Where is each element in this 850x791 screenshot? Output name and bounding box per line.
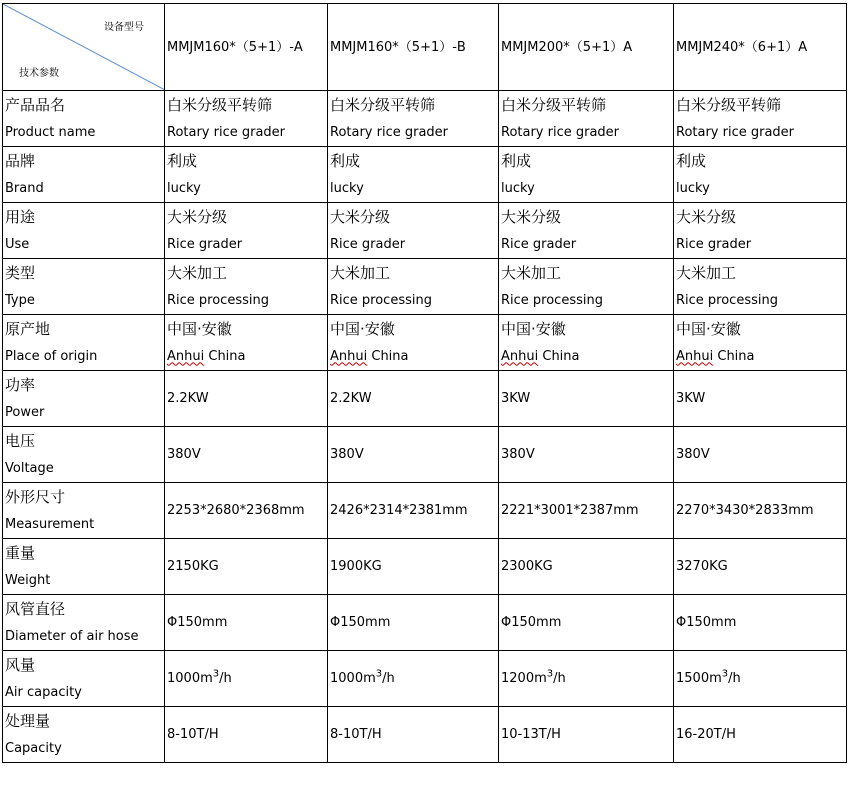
value-en-rest: China bbox=[204, 348, 246, 364]
value-zh: 白米分级平转筛 bbox=[676, 95, 782, 114]
row-label bbox=[3, 147, 165, 203]
value-en: Rice processing bbox=[676, 292, 778, 308]
value-zh: 大米加工 bbox=[330, 263, 391, 282]
label-en: Brand bbox=[5, 180, 44, 196]
label-zh: 处理量 bbox=[5, 711, 51, 730]
row-weight bbox=[3, 539, 847, 595]
value-cell: 10-13T/H bbox=[499, 707, 674, 763]
corner-cell bbox=[3, 4, 165, 91]
row-origin bbox=[3, 315, 847, 371]
value-en-rest: China bbox=[713, 348, 755, 364]
value-cell: 8-10T/H bbox=[328, 707, 499, 763]
value-cell bbox=[328, 203, 499, 259]
row-label bbox=[3, 427, 165, 483]
value-cell: 380V bbox=[674, 427, 847, 483]
label-en: Voltage bbox=[5, 460, 54, 476]
label-zh: 品牌 bbox=[5, 151, 36, 170]
row-product-name bbox=[3, 91, 847, 147]
label-zh: 用途 bbox=[5, 207, 36, 226]
value-cell: Φ150mm bbox=[674, 595, 847, 651]
value-cell: 3KW bbox=[674, 371, 847, 427]
value-cell: 380V bbox=[165, 427, 328, 483]
value-cell: 16-20T/H bbox=[674, 707, 847, 763]
label-en: Weight bbox=[5, 572, 51, 588]
row-label bbox=[3, 595, 165, 651]
value-cell: 2221*3001*2387mm bbox=[499, 483, 674, 539]
corner-label-model: 设备型号 bbox=[104, 22, 144, 33]
spellcheck-word: Anhui bbox=[330, 348, 368, 364]
value-en: Rice grader bbox=[167, 236, 243, 252]
value-zh: 中国·安徽 bbox=[167, 319, 232, 338]
row-measurement bbox=[3, 483, 847, 539]
label-en: Capacity bbox=[5, 740, 62, 756]
value-exponent: 3 bbox=[375, 668, 383, 680]
value-cell bbox=[165, 91, 328, 147]
row-use bbox=[3, 203, 847, 259]
value-zh: 中国·安徽 bbox=[676, 319, 741, 338]
value-cell bbox=[674, 147, 847, 203]
value-cell bbox=[328, 315, 499, 371]
value-cell bbox=[499, 259, 674, 315]
value-cell: Φ150mm bbox=[328, 595, 499, 651]
value-en: Rotary rice grader bbox=[676, 124, 795, 140]
value-en: Rice grader bbox=[330, 236, 406, 252]
value-number: 1000m bbox=[330, 671, 376, 686]
value-zh: 白米分级平转筛 bbox=[167, 95, 273, 114]
value-cell bbox=[499, 91, 674, 147]
label-zh: 重量 bbox=[5, 543, 36, 562]
value-en: Rice processing bbox=[167, 292, 269, 308]
value-zh: 大米分级 bbox=[501, 207, 562, 226]
value-cell bbox=[165, 203, 328, 259]
spellcheck-word: Anhui bbox=[676, 348, 714, 364]
value-en: lucky bbox=[676, 180, 710, 196]
value-cell bbox=[499, 315, 674, 371]
value-en: Rice processing bbox=[501, 292, 603, 308]
value-zh: 白米分级平转筛 bbox=[330, 95, 436, 114]
label-zh: 类型 bbox=[5, 263, 36, 282]
value-number: 1500m bbox=[676, 671, 722, 686]
value-cell: 380V bbox=[499, 427, 674, 483]
value-cell bbox=[165, 147, 328, 203]
value-cell: 2150KG bbox=[165, 539, 328, 595]
value-cell bbox=[674, 259, 847, 315]
corner-label-params: 技术参数 bbox=[19, 68, 59, 79]
value-cell: 2253*2680*2368mm bbox=[165, 483, 328, 539]
value-cell bbox=[499, 651, 674, 707]
value-cell: 2426*2314*2381mm bbox=[328, 483, 499, 539]
value-cell: 3270KG bbox=[674, 539, 847, 595]
row-label bbox=[3, 259, 165, 315]
row-voltage bbox=[3, 427, 847, 483]
value-cell bbox=[328, 147, 499, 203]
value-unit: /h bbox=[553, 671, 566, 686]
value-zh: 中国·安徽 bbox=[330, 319, 395, 338]
label-en: Place of origin bbox=[5, 348, 98, 364]
value-zh: 大米分级 bbox=[330, 207, 391, 226]
value-cell bbox=[674, 91, 847, 147]
value-en bbox=[167, 343, 327, 370]
value-cell bbox=[499, 147, 674, 203]
row-label bbox=[3, 91, 165, 147]
value-zh: 利成 bbox=[330, 151, 361, 170]
value-cell bbox=[328, 259, 499, 315]
value-exponent: 3 bbox=[721, 668, 729, 680]
row-label bbox=[3, 539, 165, 595]
value-cell: 8-10T/H bbox=[165, 707, 328, 763]
value-zh: 中国·安徽 bbox=[501, 319, 566, 338]
value-unit: /h bbox=[728, 671, 741, 686]
value-cell bbox=[328, 651, 499, 707]
value-zh: 利成 bbox=[676, 151, 707, 170]
value-en bbox=[501, 343, 673, 370]
row-label bbox=[3, 371, 165, 427]
value-cell bbox=[674, 203, 847, 259]
value-en: Rotary rice grader bbox=[167, 124, 286, 140]
value-cell: 1900KG bbox=[328, 539, 499, 595]
row-label bbox=[3, 315, 165, 371]
label-zh: 原产地 bbox=[5, 319, 51, 338]
label-zh: 电压 bbox=[5, 431, 36, 450]
label-zh: 功率 bbox=[5, 375, 36, 394]
header-row bbox=[3, 4, 847, 91]
value-cell: 380V bbox=[328, 427, 499, 483]
value-en-rest: China bbox=[538, 348, 580, 364]
row-air-hose bbox=[3, 595, 847, 651]
value-zh: 大米加工 bbox=[167, 263, 228, 282]
value-zh: 大米分级 bbox=[676, 207, 737, 226]
value-number: 1000m bbox=[167, 671, 213, 686]
value-en-rest: China bbox=[367, 348, 409, 364]
row-capacity bbox=[3, 707, 847, 763]
value-cell: 2.2KW bbox=[165, 371, 328, 427]
value-cell bbox=[165, 651, 328, 707]
value-zh: 大米加工 bbox=[676, 263, 737, 282]
value-en: lucky bbox=[167, 180, 201, 196]
row-type bbox=[3, 259, 847, 315]
label-en: Type bbox=[5, 292, 35, 308]
value-zh: 利成 bbox=[167, 151, 198, 170]
row-label bbox=[3, 483, 165, 539]
value-en: lucky bbox=[501, 180, 535, 196]
value-exponent: 3 bbox=[546, 668, 554, 680]
value-zh: 白米分级平转筛 bbox=[501, 95, 607, 114]
value-zh: 利成 bbox=[501, 151, 532, 170]
label-en: Measurement bbox=[5, 516, 95, 532]
label-zh: 外形尺寸 bbox=[5, 487, 66, 506]
value-cell bbox=[165, 259, 328, 315]
value-en: Rice grader bbox=[676, 236, 752, 252]
value-cell: 2.2KW bbox=[328, 371, 499, 427]
value-en bbox=[676, 343, 846, 370]
label-en: Diameter of air hose bbox=[5, 628, 139, 644]
value-cell: 3KW bbox=[499, 371, 674, 427]
value-cell: Φ150mm bbox=[165, 595, 328, 651]
value-cell: Φ150mm bbox=[499, 595, 674, 651]
value-exponent: 3 bbox=[212, 668, 220, 680]
value-en: Rotary rice grader bbox=[501, 124, 620, 140]
spellcheck-word: Anhui bbox=[167, 348, 205, 364]
row-power bbox=[3, 371, 847, 427]
value-en: Rotary rice grader bbox=[330, 124, 449, 140]
row-label bbox=[3, 651, 165, 707]
model-header: MMJM160*（5+1）-B bbox=[328, 4, 499, 91]
row-air-capacity bbox=[3, 651, 847, 707]
value-en: lucky bbox=[330, 180, 364, 196]
row-label bbox=[3, 203, 165, 259]
label-en: Use bbox=[5, 236, 30, 252]
label-en: Power bbox=[5, 404, 45, 420]
model-header: MMJM160*（5+1）-A bbox=[165, 4, 328, 91]
spec-table bbox=[2, 3, 847, 763]
label-zh: 风管直径 bbox=[5, 599, 66, 618]
value-cell bbox=[328, 91, 499, 147]
value-unit: /h bbox=[219, 671, 232, 686]
value-zh: 大米分级 bbox=[167, 207, 228, 226]
value-zh: 大米加工 bbox=[501, 263, 562, 282]
model-header: MMJM240*（6+1）A bbox=[674, 4, 847, 91]
value-cell: 2270*3430*2833mm bbox=[674, 483, 847, 539]
spellcheck-word: Anhui bbox=[501, 348, 539, 364]
value-en bbox=[330, 343, 498, 370]
value-cell bbox=[165, 315, 328, 371]
value-number: 1200m bbox=[501, 671, 547, 686]
row-label bbox=[3, 707, 165, 763]
label-zh: 风量 bbox=[5, 655, 36, 674]
value-cell bbox=[674, 315, 847, 371]
label-en: Air capacity bbox=[5, 684, 82, 700]
value-unit: /h bbox=[382, 671, 395, 686]
value-cell: 2300KG bbox=[499, 539, 674, 595]
value-en: Rice processing bbox=[330, 292, 432, 308]
value-en: Rice grader bbox=[501, 236, 577, 252]
model-header: MMJM200*（5+1）A bbox=[499, 4, 674, 91]
row-brand bbox=[3, 147, 847, 203]
value-cell bbox=[499, 203, 674, 259]
value-cell bbox=[674, 651, 847, 707]
label-en: Product name bbox=[5, 124, 96, 140]
label-zh: 产品品名 bbox=[5, 95, 66, 114]
